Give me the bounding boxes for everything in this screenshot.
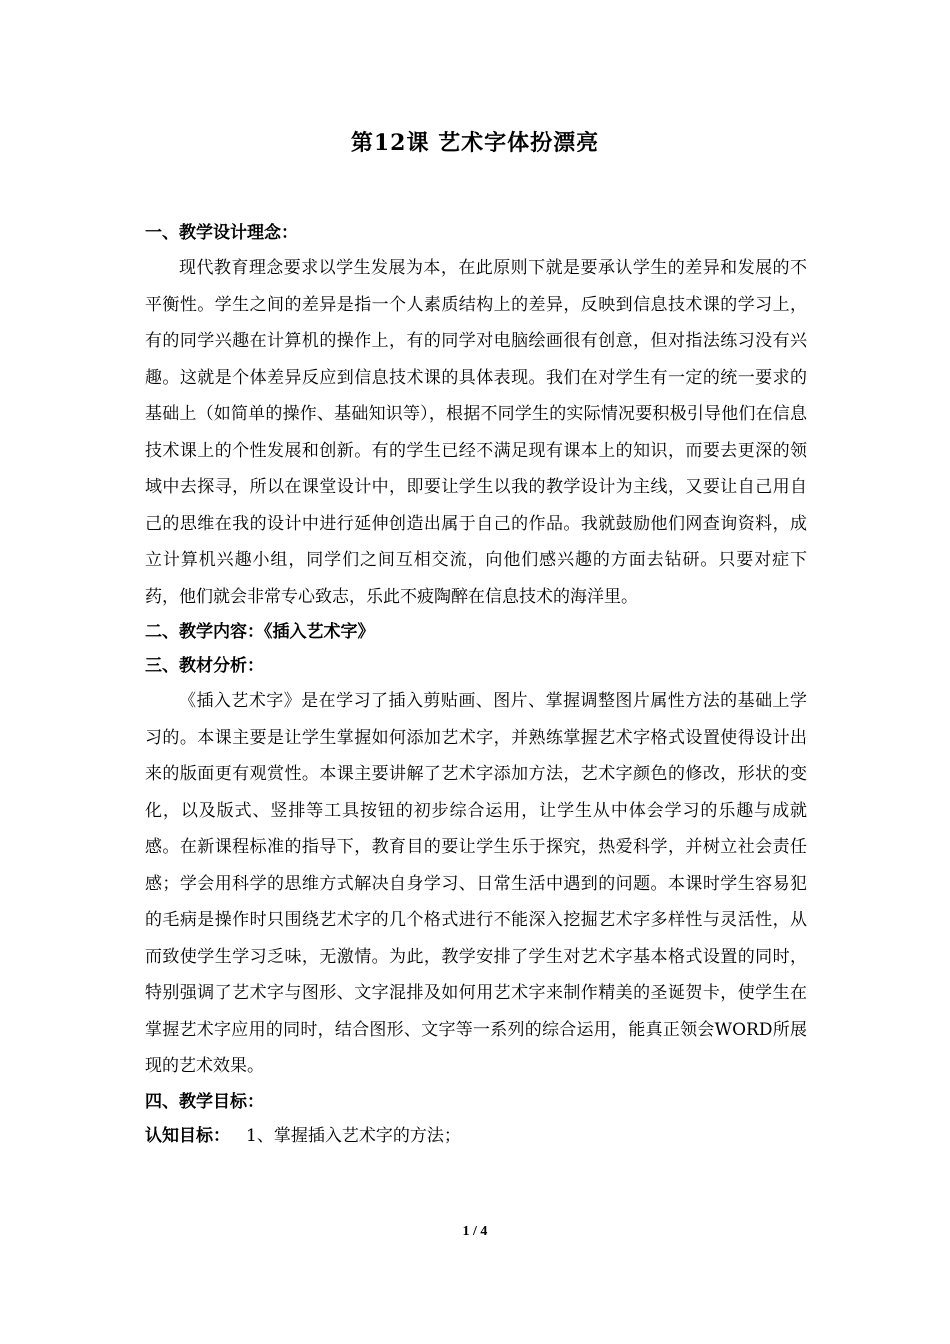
cognitive-goal-text: 1、掌握插入艺术字的方法； — [246, 1125, 461, 1146]
section-heading-1: 一、教学设计理念： — [145, 223, 298, 243]
section-paragraph-3: 《插入艺术字》是在学习了插入剪贴画、图片、掌握调整图片属性方法的基础上学习的。本课主要是让学生掌握如何添加艺术字，并熟练掌握艺术字格式设置使得设计出来的版面更有观赏性。本课主要讲解了艺术字添加方法，艺术字颜色的修改，形状的变化，以及版式、竖排等工具按钮的初步综合运用，让学生从中体会学习的乐趣与成就感。在新课程标准的指导下，教育目的要让学生乐于探究，热爱科学，并树立社会责任感；学会用科学的思维方式解决自身学习、日常生活中遇到的问题。本课时学生容易犯的毛病是操作时只围绕艺术字的几个格式进行不能深入挖掘艺术字多样性与灵活性，从而致使学生学习乏味，无激情。为此，教学安排了学生对艺术字基本格式设置的同时，特别强调了艺术字与图形、文字混排及如何用艺术字来制作精美的圣诞贺卡，使学生在掌握艺术字应用的同时，结合图形、文字等一系列的综合运用，能真正领会WORD所展现的艺术效果。 — [145, 691, 807, 1076]
section-heading-3: 三、教材分析： — [145, 656, 264, 676]
section-paragraph-1: 现代教育理念要求以学生发展为本，在此原则下就是要承认学生的差异和发展的不平衡性。学生之间的差异是指一个人素质结构上的差异，反映到信息技术课的学习上，有的同学兴趣在计算机的操作上，有的同学对电脑绘画很有创意，但对指法练习没有兴趣。这就是个体差异反应到信息技术课的具体表现。我们在对学生有一定的统一要求的基础上（如简单的操作、基础知识等），根据不同学生的实际情况要积极引导他们在信息技术课上的个性发展和创新。有的学生已经不满足现有课本上的知识，而要去更深的领域中去探寻，所以在课堂设计中，即要让学生以我的教学设计为主线，又要让自己用自己的思维在我的设计中进行延伸创造出属于自己的作品。我就鼓励他们网查询资料，成立计算机兴趣小组，同学们之间互相交流，向他们感兴趣的方面去钻研。只要对症下药，他们就会非常专心致志，乐此不疲陶醉在信息技术的海洋里。 — [145, 258, 807, 607]
section-heading-2: 二、教学内容：《插入艺术字》 — [145, 622, 375, 642]
cognitive-goal-label: 认知目标： — [145, 1125, 230, 1146]
cognitive-goal — [145, 1119, 807, 1153]
document-body — [145, 216, 807, 1153]
document-title: 第12课 艺术字体扮漂亮 — [350, 130, 600, 156]
page-number: 1 / 4 — [462, 1224, 488, 1239]
section-heading-4: 四、教学目标： — [145, 1091, 264, 1112]
